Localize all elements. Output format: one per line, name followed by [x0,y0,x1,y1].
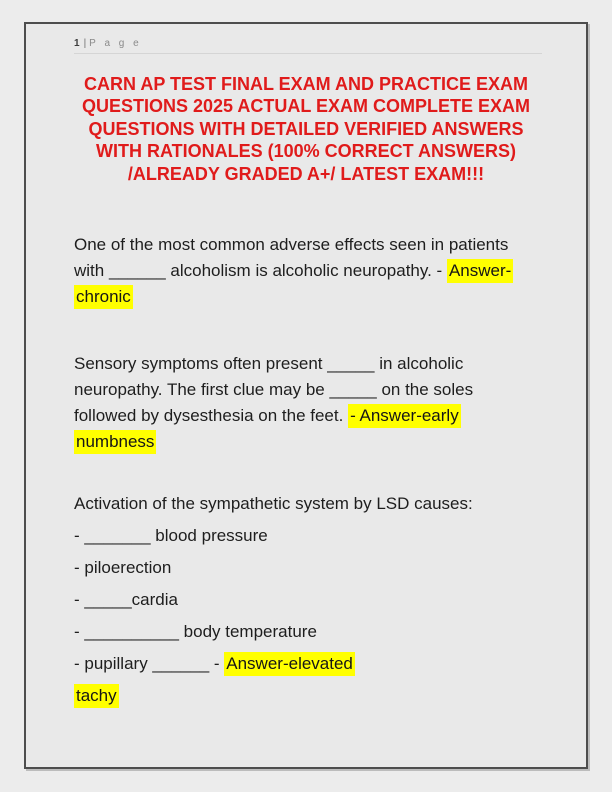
question-text: with ______ alcoholism is alcoholic neuropathy. - [74,261,447,281]
title-line-2: QUESTIONS 2025 ACTUAL EXAM COMPLETE EXAM [81,96,531,117]
question-1-line-2 [74,258,538,284]
question-3-list-item-4 [74,619,538,645]
question-text: - piloerection [74,558,172,578]
question-text: - __________ body temperature [74,622,317,642]
question-3-list-item-5 [74,651,538,677]
question-text: Activation of the sympathetic system by LSD causes: [74,494,473,514]
question-1-line-1 [74,232,538,258]
question-text: Sensory symptoms often present _____ in alcoholic [74,354,464,374]
question-2-line-3 [74,403,538,429]
page-content [26,24,586,709]
question-3-list-item-2 [74,555,538,581]
title-line-1: CARN AP TEST FINAL EXAM AND PRACTICE EXAM [83,74,529,94]
highlighted-answer: Answer- [447,259,513,283]
page-header [74,36,538,49]
title-line-3: QUESTIONS WITH DETAILED VERIFIED ANSWERS [88,118,524,139]
question-2-line-1 [74,351,538,377]
question-1-line-3 [74,284,538,310]
question-3-stem [74,491,538,517]
question-block-1 [74,232,538,310]
document-page [24,22,588,769]
question-3-answer-continuation [74,683,538,709]
document-title [74,73,538,185]
question-text: - _____cardia [74,590,178,610]
page-number: 1 [74,38,81,49]
header-rule [74,53,542,54]
highlighted-answer: tachy [74,684,119,708]
question-2-line-2 [74,377,538,403]
highlighted-answer: Answer-elevated [224,652,355,676]
highlighted-answer: numbness [74,430,156,454]
question-text: - pupillary ______ - [74,654,225,674]
header-page-label: P a g e [89,38,142,49]
question-3-list-item-3 [74,587,538,613]
highlighted-answer: chronic [74,285,133,309]
question-text: followed by dysesthesia on the feet. [74,406,349,426]
question-3-list-item-1 [74,523,538,549]
header-separator: | [83,38,87,49]
question-2-line-4 [74,429,538,455]
question-block-2 [74,351,538,455]
question-text: One of the most common adverse effects seen in patients [74,235,509,255]
question-text: neuropathy. The first clue may be _____ on the soles [74,380,474,400]
title-line-5: /ALREADY GRADED A+/ LATEST EXAM!!! [127,163,485,184]
question-text: - _______ blood pressure [74,526,268,546]
question-block-3 [74,491,538,709]
title-line-4: WITH RATIONALES (100% CORRECT ANSWERS) [95,141,516,162]
highlighted-answer: - Answer-early [348,404,461,428]
